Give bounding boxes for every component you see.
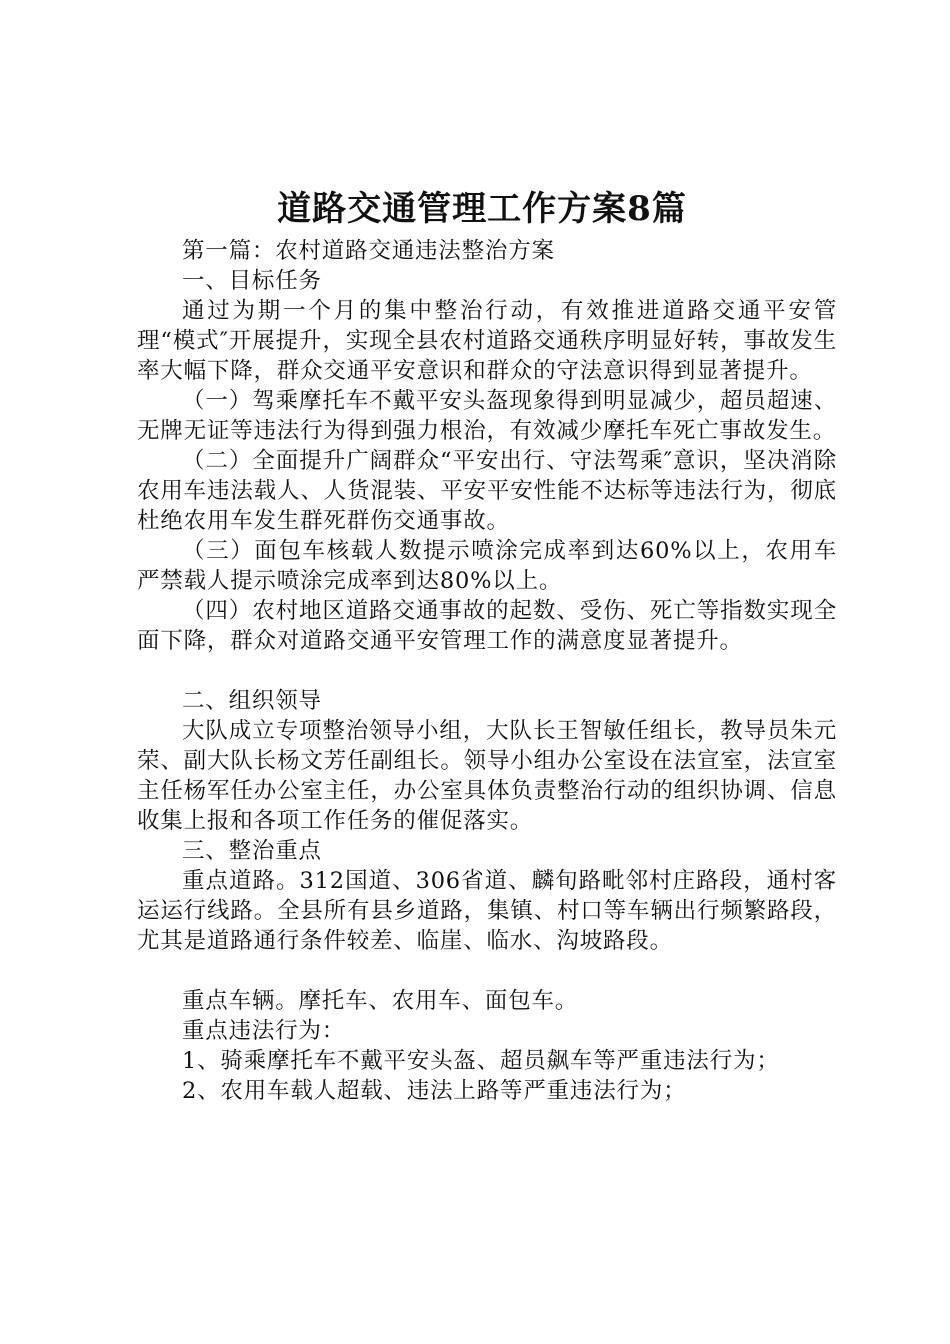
paragraph: 大队成立专项整治领导小组，大队长王智敏任组长，教导员朱元荣、副大队长杨文芳任副组长。领导小组办公室设在法宣室，法宣室主任杨军任办公室主任，办公室具体负责整治行动的组织协调、信息收集上报和各项工作任务的催促落实。: [137, 718, 837, 834]
section-heading-organization: 二、组织领导: [182, 688, 322, 714]
blank-line: [137, 656, 837, 686]
paragraph: （一）驾乘摩托车不戴平安头盔现象得到明显减少，超员超速、无牌无证等违法行为得到强力根治，有效减少摩托车死亡事故发生。: [137, 388, 837, 444]
paragraph: 重点违法行为：: [182, 1018, 346, 1044]
document-body: [137, 236, 837, 1106]
paragraph: 重点道路。312国道、306省道、麟旬路毗邻村庄路段，通村客运运行线路。全县所有县乡道路，集镇、村口等车辆出行频繁路段，尤其是道路通行条件较差、临崖、临水、沟坡路段。: [137, 868, 837, 954]
paragraph: 重点车辆。摩托车、农用车、面包车。: [182, 988, 579, 1014]
paragraph: （二）全面提升广阔群众“平安出行、守法驾乘″意识，坚决消除农用车违法载人、人货混装、平安平安性能不达标等违法行为，彻底杜绝农用车发生群死群伤交通事故。: [137, 448, 837, 534]
section-heading-goals: 一、目标任务: [182, 268, 322, 294]
paragraph: （三）面包车核载人数提示喷涂完成率到达60%以上，农用车严禁载人提示喷涂完成率到达80%以上。: [137, 538, 837, 594]
document-page: [137, 182, 837, 1106]
paragraph: （四）农村地区道路交通事故的起数、受伤、死亡等指数实现全面下降，群众对道路交通平安管理工作的满意度显著提升。: [137, 598, 837, 654]
list-item: 1、骑乘摩托车不戴平安头盔、超员飙车等严重违法行为；: [182, 1048, 780, 1074]
paragraph: 通过为期一个月的集中整治行动，有效推进道路交通平安管理“模式″开展提升，实现全县农村道路交通秩序明显好转，事故发生率大幅下降，群众交通平安意识和群众的守法意识得到显著提升。: [137, 298, 837, 384]
section-heading-focus: 三、整治重点: [182, 838, 322, 864]
list-item: 2、农用车载人超载、违法上路等严重违法行为；: [182, 1078, 687, 1104]
document-title: 道路交通管理工作方案8篇: [277, 189, 687, 229]
section-heading-part-one: 第一篇：农村道路交通违法整治方案: [182, 238, 555, 264]
blank-line: [137, 956, 837, 986]
